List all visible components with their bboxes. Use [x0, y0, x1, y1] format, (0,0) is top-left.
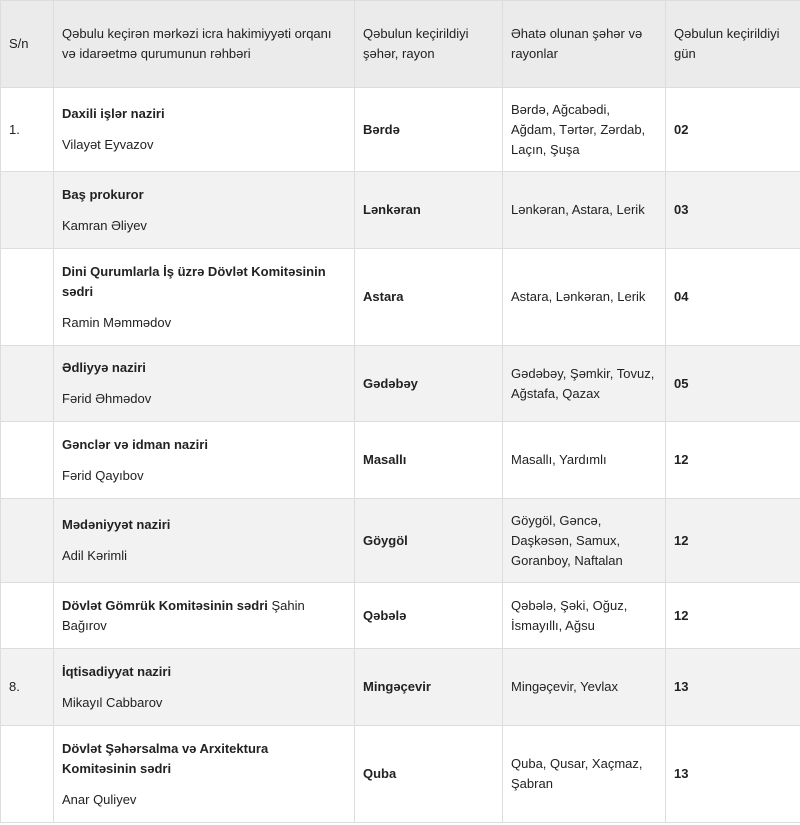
city-cell: Masallı: [355, 422, 503, 499]
row-number: [1, 249, 54, 346]
official-person: Fərid Əhmədov: [62, 391, 152, 406]
official-person: Anar Quliyev: [62, 791, 137, 807]
header-day: Qəbulun keçirildiyi gün: [666, 1, 800, 88]
header-city: Qəbulun keçirildiyi şəhər, rayon: [355, 1, 503, 88]
official-title: Ədliyyə naziri: [62, 360, 146, 375]
official-person: Şahin Bağırov: [62, 597, 305, 633]
official-title: Daxili işlər naziri: [62, 106, 165, 121]
day-cell: 13: [666, 649, 800, 726]
row-number: [1, 726, 54, 823]
city-cell: Gədəbəy: [355, 346, 503, 422]
table-row: [1, 422, 800, 499]
day-cell: 13: [666, 726, 800, 823]
header-sn: S/n: [1, 1, 54, 88]
official-title: İqtisadiyyat naziri: [62, 663, 172, 679]
regions-cell: Astara, Lənkəran, Lerik: [503, 249, 666, 346]
row-number: [1, 346, 54, 422]
regions-cell: Quba, Qusar, Xaçmaz, Şabran: [503, 726, 666, 823]
official-cell: [54, 346, 355, 422]
table-row: [1, 249, 800, 346]
official-title: Mədəniyyət naziri: [62, 517, 171, 532]
table-row: [1, 499, 800, 583]
table-row: [1, 583, 800, 649]
city-cell: Bərdə: [355, 88, 503, 172]
day-cell: 02: [666, 88, 800, 172]
table-header-row: [1, 1, 800, 88]
official-person: Kamran Əliyev: [62, 217, 147, 233]
official-cell: [54, 172, 355, 249]
row-number: [1, 583, 54, 649]
official-title: Dövlət Gömrük Komitəsinin sədri: [62, 597, 268, 613]
official-cell: [54, 249, 355, 346]
official-title: Dini Qurumlarla İş üzrə Dövlət Komitəsinin sədri: [62, 263, 326, 299]
table-row: [1, 88, 800, 172]
table-row: [1, 172, 800, 249]
regions-cell: Masallı, Yardımlı: [503, 422, 666, 499]
day-cell: 03: [666, 172, 800, 249]
city-cell: Lənkəran: [355, 172, 503, 249]
official-cell: [54, 88, 355, 172]
header-official: Qəbulu keçirən mərkəzi icra hakimiyyəti orqanı və idarəetmə qurumunun rəhbəri: [54, 1, 355, 88]
city-cell: Astara: [355, 249, 503, 346]
official-title: Gənclər və idman naziri: [62, 436, 208, 452]
regions-cell: Bərdə, Ağcabədi, Ağdam, Tərtər, Zərdab, Laçın, Şuşa: [503, 88, 666, 172]
official-person: Vilayət Eyvazov: [62, 137, 154, 152]
official-person: Fərid Qayıbov: [62, 467, 144, 483]
regions-cell: Qəbələ, Şəki, Oğuz, İsmayıllı, Ağsu: [503, 583, 666, 649]
row-number: [1, 499, 54, 583]
official-cell: [54, 422, 355, 499]
row-number: 8.: [1, 649, 54, 726]
day-cell: 12: [666, 583, 800, 649]
table-row: [1, 649, 800, 726]
official-person: Mikayıl Cabbarov: [62, 694, 163, 710]
city-cell: Mingəçevir: [355, 649, 503, 726]
day-cell: 04: [666, 249, 800, 346]
official-person: Ramin Məmmədov: [62, 314, 172, 330]
regions-cell: Lənkəran, Astara, Lerik: [503, 172, 666, 249]
official-person: Adil Kərimli: [62, 548, 128, 563]
regions-cell: Göygöl, Gəncə, Daşkəsən, Samux, Goranboy, Naftalan: [503, 499, 666, 583]
official-cell: [54, 499, 355, 583]
day-cell: 12: [666, 422, 800, 499]
city-cell: Quba: [355, 726, 503, 823]
header-regions: Əhatə olunan şəhər və rayonlar: [503, 1, 666, 88]
city-cell: Qəbələ: [355, 583, 503, 649]
day-cell: 12: [666, 499, 800, 583]
official-title: Baş prokuror: [62, 186, 144, 202]
official-cell: [54, 583, 355, 649]
official-title: Dövlət Şəhərsalma və Arxitektura Komitəsinin sədri: [62, 740, 269, 776]
day-cell: 05: [666, 346, 800, 422]
official-cell: [54, 649, 355, 726]
official-cell: [54, 726, 355, 823]
table-row: [1, 346, 800, 422]
row-number: [1, 422, 54, 499]
regions-cell: Mingəçevir, Yevlax: [503, 649, 666, 726]
regions-cell: Gədəbəy, Şəmkir, Tovuz, Ağstafa, Qazax: [503, 346, 666, 422]
row-number: 1.: [1, 88, 54, 172]
city-cell: Göygöl: [355, 499, 503, 583]
row-number: [1, 172, 54, 249]
table-row: [1, 726, 800, 823]
